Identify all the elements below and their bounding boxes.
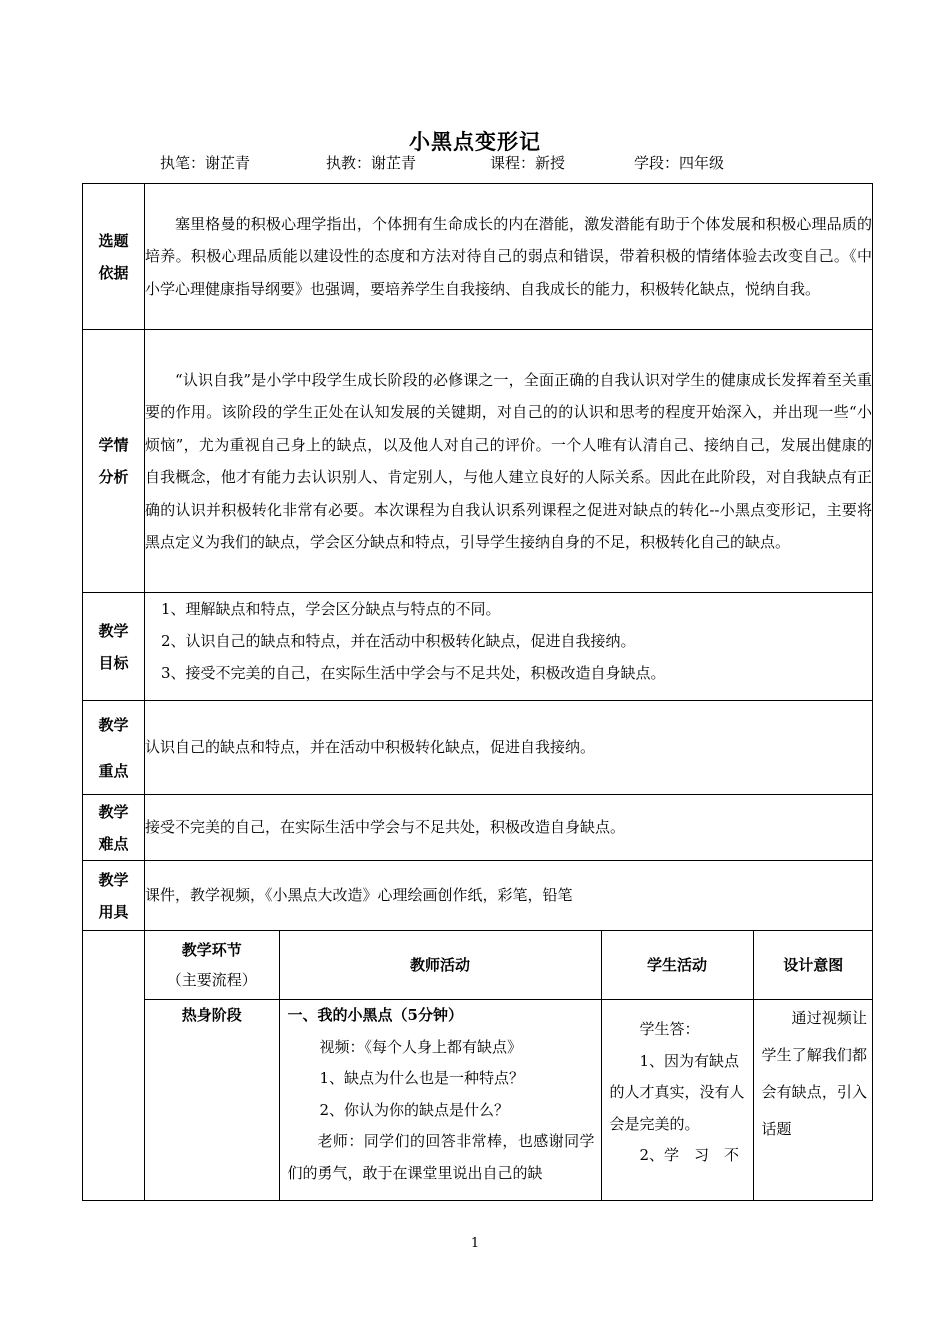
label-difficulty: 教学 难点 xyxy=(83,795,145,861)
label-focus: 教学 重点 xyxy=(83,701,145,795)
process-cell xyxy=(145,931,873,1201)
teacher-activity-title: 一、我的小黑点（5分钟） xyxy=(287,1006,463,1024)
row-analysis xyxy=(83,330,873,593)
content-analysis xyxy=(145,330,873,593)
process-blank-cell xyxy=(83,931,145,1201)
content-tools: 课件，教学视频，《小黑点大改造》心理绘画创作纸，彩笔，铅笔 xyxy=(145,861,873,931)
meta-teacher: 执教：谢芷青 xyxy=(326,154,417,172)
process-row-warmup xyxy=(145,1000,873,1200)
goal-item-1: 1、理解缺点和特点，学会区分缺点与特点的不同。 xyxy=(161,600,501,618)
row-goals xyxy=(83,593,873,701)
goal-item-2: 2、认识自己的缺点和特点，并在活动中积极转化缺点，促进自我接纳。 xyxy=(161,632,636,650)
content-focus: 认识自己的缺点和特点，并在活动中积极转化缺点，促进自我接纳。 xyxy=(145,701,873,795)
teacher-activity xyxy=(279,1000,601,1200)
content-difficulty: 接受不完美的自己，在实际生活中学会与不足共处，积极改造自身缺点。 xyxy=(145,795,873,861)
label-tools: 教学 用具 xyxy=(83,861,145,931)
meta-course: 课程：新授 xyxy=(490,154,566,172)
row-basis xyxy=(83,184,873,330)
meta-author: 执笔：谢芷青 xyxy=(160,154,251,172)
process-header-row xyxy=(145,931,873,1000)
content-goals xyxy=(145,593,873,701)
content-basis xyxy=(145,184,873,330)
teacher-line-1: 视频：《每个人身上都有缺点》 xyxy=(319,1037,523,1056)
step-warmup: 热身阶段 xyxy=(145,1000,279,1200)
label-basis: 选题 依据 xyxy=(83,184,145,330)
lesson-plan-table xyxy=(82,183,873,1201)
process-table xyxy=(145,931,873,1200)
label-analysis: 学情 分析 xyxy=(83,330,145,593)
student-line-1: 学生答： xyxy=(639,1020,700,1038)
teacher-line-4: 老师：同学们的回答非常棒，也感谢同学们的勇气，敢于在课堂里说出自己的缺 xyxy=(287,1132,595,1182)
meta-grade: 学段：四年级 xyxy=(634,154,725,172)
row-focus xyxy=(83,701,873,795)
row-process xyxy=(83,931,873,1201)
row-tools xyxy=(83,861,873,931)
basis-text: 塞里格曼的积极心理学指出，个体拥有生命成长的内在潜能，激发潜能有助于个体发展和积极心理品质的培养。积极心理品质能以建设性的态度和方法对待自己的弱点和错误，带着积极的情绪体验去改变自己。《中小学心理健康指导纲要》也强调，要培养学生自我接纳、自我成长的能力，积极转化缺点，悦纳自我。 xyxy=(145,214,872,298)
row-difficulty xyxy=(83,795,873,861)
page-number: 1 xyxy=(470,1236,480,1251)
student-activity xyxy=(601,1000,753,1200)
document-title: 小黑点变形记 xyxy=(409,129,541,154)
header-teacher: 教师活动 xyxy=(279,931,601,1000)
header-intent: 设计意图 xyxy=(753,931,873,1000)
student-line-2: 1、因为有缺点的人才真实，没有人会是完美的。 xyxy=(609,1051,745,1133)
design-intent: 通过视频让学生了解我们都会有缺点，引入话题 xyxy=(753,1000,873,1200)
header-step: 教学环节 （主要流程） xyxy=(145,931,279,1000)
header-student: 学生活动 xyxy=(601,931,753,1000)
goal-item-3: 3、接受不完美的自己，在实际生活中学会与不足共处，积极改造自身缺点。 xyxy=(161,664,666,682)
student-line-3: 2、学 习 不 xyxy=(639,1146,740,1164)
teacher-line-2: 1、缺点为什么也是一种特点？ xyxy=(319,1069,525,1087)
label-goals: 教学 目标 xyxy=(83,593,145,701)
teacher-line-3: 2、你认为你的缺点是什么？ xyxy=(319,1100,510,1119)
analysis-text: “认识自我”是小学中段学生成长阶段的必修课之一，全面正确的自我认识对学生的健康成长发挥着至关重要的作用。该阶段的学生正处在认知发展的关键期，对自己的的认识和思考的程度开始深入，并出现一些“小烦恼”，尤为重视自己身上的缺点，以及他人对自己的评价。一个人唯有认清自己、接纳自己，发展出健康的自我概念，他才有能力去认识别人、肯定别人，与他人建立良好的人际关系。因此在此阶段，对自我缺点有正确的认识并积极转化非常有必要。本次课程为自我认识系列课程之促进对缺点的转化--小黑点变形记，主要将黑点定义为我们的缺点，学会区分缺点和特点，引导学生接纳自身的不足，积极转化自己的缺点。 xyxy=(145,370,872,551)
